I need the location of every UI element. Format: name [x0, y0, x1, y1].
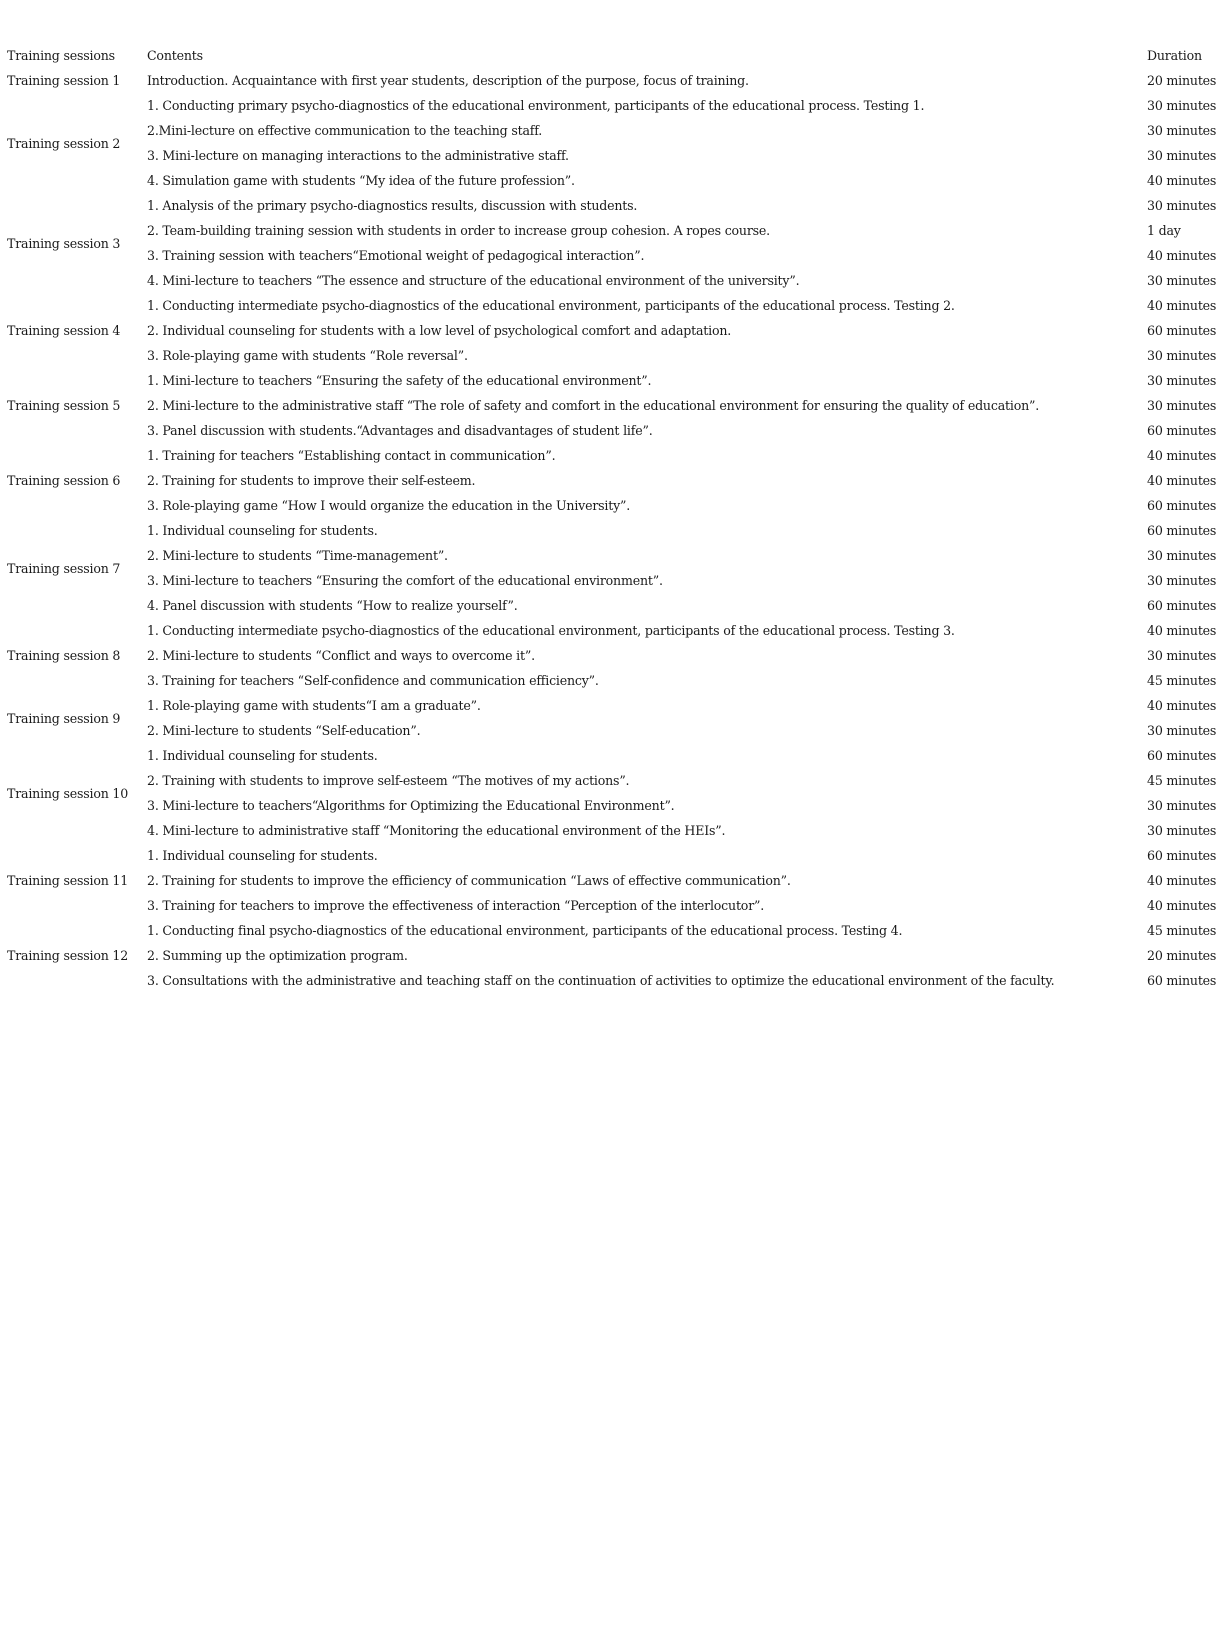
- table-row: [7, 818, 1227, 843]
- session-duration: 30 minutes: [1147, 798, 1217, 813]
- session-duration: 40 minutes: [1147, 698, 1217, 713]
- table-row: [7, 968, 1227, 993]
- session-duration: 30 minutes: [1147, 348, 1217, 363]
- session-duration: 60 minutes: [1147, 423, 1217, 438]
- session-content: 2. Individual counseling for students with a low level of psychological comfort and adaptation.: [147, 323, 732, 338]
- table-row: [7, 168, 1227, 193]
- session-duration: 30 minutes: [1147, 148, 1217, 163]
- table-row: [7, 743, 1227, 768]
- table-row: [7, 918, 1227, 943]
- table-row: [7, 893, 1227, 918]
- session-content: 1. Analysis of the primary psycho-diagnostics results, discussion with students.: [147, 198, 638, 213]
- table-row: [7, 318, 1227, 343]
- session-duration: 45 minutes: [1147, 773, 1217, 788]
- session-content: 4. Mini-lecture to administrative staff “Monitoring the educational environment of the HEIs”.: [147, 823, 726, 838]
- session-duration: 60 minutes: [1147, 748, 1217, 763]
- session-duration: 40 minutes: [1147, 473, 1217, 488]
- table-row: [7, 518, 1227, 543]
- session-duration: 60 minutes: [1147, 323, 1217, 338]
- session-name: Training session 10: [7, 785, 129, 801]
- session-content: 2. Mini-lecture to students “Time-management”.: [147, 548, 448, 563]
- table-row: [7, 343, 1227, 368]
- table-row: [7, 193, 1227, 218]
- table-row: [7, 418, 1227, 443]
- header-duration: Duration: [1147, 48, 1202, 63]
- header-row: [7, 43, 1227, 68]
- session-duration: 40 minutes: [1147, 448, 1217, 463]
- session-content: 1. Conducting primary psycho-diagnostics of the educational environment, participants of the educational process. Testing 1.: [147, 98, 925, 113]
- session-content: 2. Training with students to improve self-esteem “The motives of my actions”.: [147, 773, 630, 788]
- session-duration: 60 minutes: [1147, 973, 1217, 988]
- training-sessions-table: [7, 43, 1227, 993]
- session-content: 3. Training for teachers to improve the effectiveness of interaction “Perception of the interlocutor”.: [147, 898, 765, 913]
- header-session: Training sessions: [7, 48, 115, 63]
- table-row: [7, 568, 1227, 593]
- session-content: 2. Team-building training session with students in order to increase group cohesion. A ropes course.: [147, 223, 770, 238]
- session-content: 3. Panel discussion with students.“Advantages and disadvantages of student life”.: [147, 423, 653, 438]
- session-content: 2. Training for students to improve their self-esteem.: [147, 473, 476, 488]
- session-name: Training session 1: [7, 73, 121, 88]
- session-content: 1. Mini-lecture to teachers “Ensuring the safety of the educational environment”.: [147, 373, 652, 388]
- session-content: 2. Mini-lecture to students “Self-education”.: [147, 723, 421, 738]
- session-duration: 30 minutes: [1147, 823, 1217, 838]
- session-content: Introduction. Acquaintance with first year students, description of the purpose, focus of training.: [147, 73, 749, 88]
- session-content: 2. Mini-lecture to students “Conflict and ways to overcome it”.: [147, 648, 535, 663]
- session-content: 1. Individual counseling for students.: [147, 523, 378, 538]
- session-content: 3. Mini-lecture to teachers “Ensuring the comfort of the educational environment”.: [147, 573, 663, 588]
- table-row: [7, 293, 1227, 318]
- session-name: Training session 12: [7, 948, 129, 963]
- session-duration: 60 minutes: [1147, 498, 1217, 513]
- session-content: 3. Consultations with the administrative and teaching staff on the continuation of activities to optimize the educational environment of the faculty.: [147, 973, 1055, 988]
- table-row: [7, 593, 1227, 618]
- session-duration: 40 minutes: [1147, 873, 1217, 888]
- session-name: Training session 11: [7, 873, 129, 888]
- table-row: [7, 143, 1227, 168]
- session-duration: 45 minutes: [1147, 923, 1217, 938]
- session-content: 2. Mini-lecture to the administrative staff “The role of safety and comfort in the educational environment for ensuring the quality of education”.: [147, 398, 1040, 413]
- session-duration: 20 minutes: [1147, 73, 1217, 88]
- session-duration: 60 minutes: [1147, 598, 1217, 613]
- session-name: Training session 7: [7, 560, 121, 576]
- session-content: 1. Conducting intermediate psycho-diagnostics of the educational environment, participants of the educational process. Testing 3.: [147, 623, 955, 638]
- table-row: [7, 668, 1227, 693]
- table-row: [7, 843, 1227, 868]
- table-row: [7, 243, 1227, 268]
- session-content: 1. Conducting intermediate psycho-diagnostics of the educational environment, participants of the educational process. Testing 2.: [147, 298, 955, 313]
- session-duration: 30 minutes: [1147, 548, 1217, 563]
- session-name: Training session 6: [7, 473, 121, 488]
- table-row: [7, 468, 1227, 493]
- session-content: 3. Training session with teachers“Emotional weight of pedagogical interaction”.: [147, 248, 645, 263]
- session-content: 2.Mini-lecture on effective communication to the teaching staff.: [147, 123, 543, 138]
- table-row: [7, 718, 1227, 743]
- session-content: 1. Individual counseling for students.: [147, 748, 378, 763]
- table-row: [7, 93, 1227, 118]
- session-duration: 40 minutes: [1147, 298, 1217, 313]
- session-content: 3. Role-playing game with students “Role reversal”.: [147, 348, 468, 363]
- session-content: 4. Simulation game with students “My idea of the future profession”.: [147, 173, 575, 188]
- session-duration: 30 minutes: [1147, 723, 1217, 738]
- table-body: [7, 68, 1227, 993]
- session-duration: 30 minutes: [1147, 373, 1217, 388]
- table-row: [7, 443, 1227, 468]
- session-duration: 60 minutes: [1147, 523, 1217, 538]
- session-duration: 30 minutes: [1147, 573, 1217, 588]
- table-row: [7, 768, 1227, 793]
- session-content: 3. Mini-lecture on managing interactions to the administrative staff.: [147, 148, 569, 163]
- session-content: 3. Training for teachers “Self-confidence and communication efficiency”.: [147, 673, 599, 688]
- session-duration: 45 minutes: [1147, 673, 1217, 688]
- session-duration: 30 minutes: [1147, 198, 1217, 213]
- session-duration: 40 minutes: [1147, 623, 1217, 638]
- table-row: [7, 368, 1227, 393]
- session-content: 2. Summing up the optimization program.: [147, 948, 408, 963]
- session-content: 2. Training for students to improve the efficiency of communication “Laws of effective communication”.: [147, 873, 791, 888]
- table-row: [7, 68, 1227, 93]
- table-row: [7, 643, 1227, 668]
- session-duration: 40 minutes: [1147, 173, 1217, 188]
- session-duration: 60 minutes: [1147, 848, 1217, 863]
- table-row: [7, 218, 1227, 243]
- session-duration: 1 day: [1147, 223, 1181, 238]
- session-content: 1. Conducting final psycho-diagnostics of the educational environment, participants of the educational process. Testing 4.: [147, 923, 903, 938]
- table-row: [7, 543, 1227, 568]
- session-content: 3. Role-playing game “How I would organize the education in the University”.: [147, 498, 631, 513]
- table-row: [7, 118, 1227, 143]
- session-name: Training session 4: [7, 323, 121, 338]
- session-content: 3. Mini-lecture to teachers“Algorithms for Optimizing the Educational Environment”.: [147, 798, 675, 813]
- session-duration: 30 minutes: [1147, 273, 1217, 288]
- table-row: [7, 268, 1227, 293]
- session-name: Training session 5: [7, 398, 121, 413]
- session-content: 1. Training for teachers “Establishing contact in communication”.: [147, 448, 556, 463]
- session-duration: 40 minutes: [1147, 248, 1217, 263]
- session-name: Training session 2: [7, 135, 121, 151]
- session-duration: 20 minutes: [1147, 948, 1217, 963]
- table-row: [7, 693, 1227, 718]
- table-row: [7, 393, 1227, 418]
- session-content: 1. Individual counseling for students.: [147, 848, 378, 863]
- session-content: 4. Panel discussion with students “How to realize yourself”.: [147, 598, 518, 613]
- session-content: 1. Role-playing game with students“I am a graduate”.: [147, 698, 481, 713]
- session-name: Training session 9: [7, 710, 121, 726]
- header-contents: Contents: [147, 48, 203, 63]
- session-duration: 40 minutes: [1147, 898, 1217, 913]
- session-duration: 30 minutes: [1147, 98, 1217, 113]
- table-header: [7, 43, 1227, 68]
- session-duration: 30 minutes: [1147, 648, 1217, 663]
- session-name: Training session 8: [7, 648, 121, 663]
- table-row: [7, 868, 1227, 893]
- session-content: 4. Mini-lecture to teachers “The essence and structure of the educational environment of the university”.: [147, 273, 800, 288]
- table-row: [7, 493, 1227, 518]
- table-row: [7, 943, 1227, 968]
- table-row: [7, 793, 1227, 818]
- table-row: [7, 618, 1227, 643]
- session-duration: 30 minutes: [1147, 398, 1217, 413]
- session-name: Training session 3: [7, 235, 121, 251]
- session-duration: 30 minutes: [1147, 123, 1217, 138]
